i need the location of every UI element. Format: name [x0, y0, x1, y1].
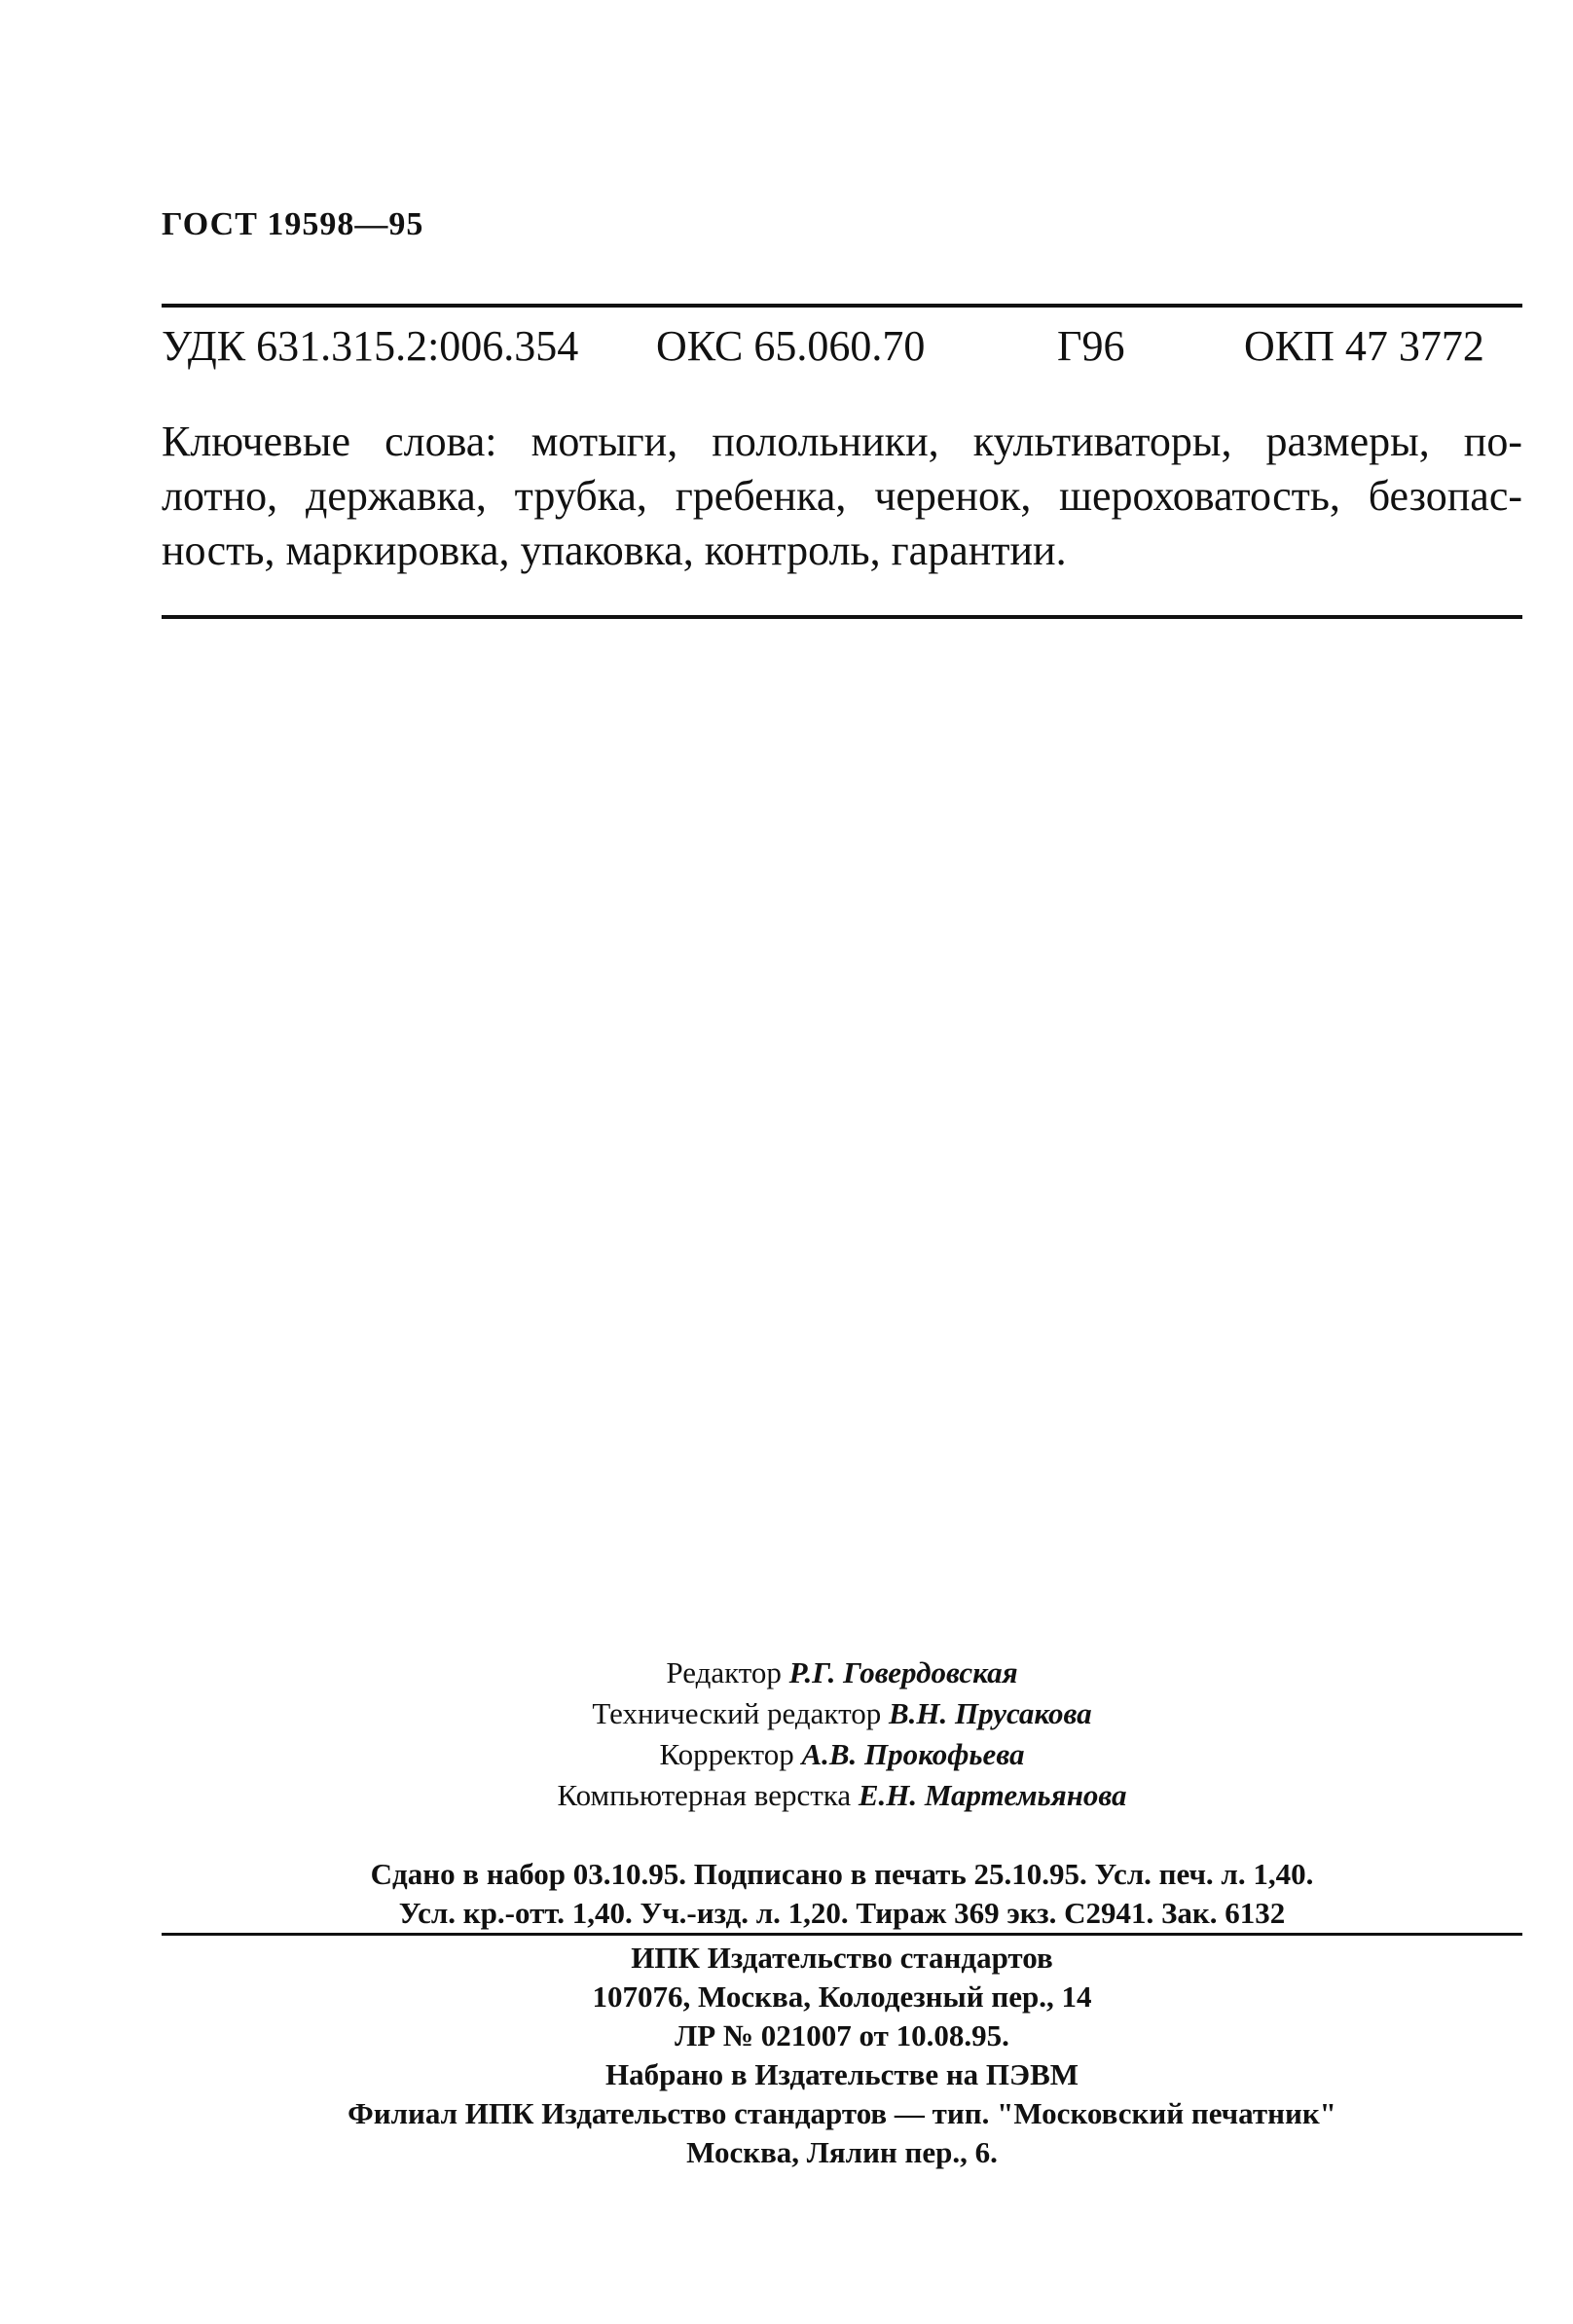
credit-proofreader [292, 1734, 1392, 1775]
print-details-line: Сдано в набор 03.10.95. Подписано в печать 25.10.95. Усл. печ. л. 1,40. [370, 1857, 1314, 1891]
credit-technical-editor [292, 1693, 1392, 1734]
credit-role: Компьютерная верстка [557, 1778, 852, 1812]
document-code: ГОСТ 19598—95 [162, 206, 424, 242]
top-divider [162, 304, 1522, 308]
publisher-line: Москва, Лялин пер., 6. [686, 2135, 998, 2169]
credit-name: В.Н. Прусакова [888, 1696, 1092, 1730]
publisher-details [162, 1939, 1522, 2172]
keywords-line: лотно, державка, трубка, гребенка, черенок, шероховатость, безопас- [162, 472, 1522, 520]
credit-role: Технический редактор [592, 1696, 882, 1730]
okp-code: ОКП 47 3772 [1244, 322, 1484, 370]
print-details-line: Усл. кр.-отт. 1,40. Уч.-изд. л. 1,20. Тираж 369 экз. С2941. Зак. 6132 [398, 1896, 1286, 1930]
publisher-line: Набрано в Издательстве на ПЭВМ [604, 2057, 1079, 2091]
keywords-line: ность, маркировка, упаковка, контроль, гарантии. [162, 527, 1067, 574]
credit-role: Корректор [659, 1737, 794, 1771]
credit-role: Редактор [666, 1655, 782, 1689]
staff-credits [292, 1652, 1392, 1816]
print-details [162, 1855, 1522, 1933]
publisher-line: ЛР № 021007 от 10.08.95. [675, 2018, 1009, 2052]
classification-row [162, 321, 1522, 380]
udk-code: УДК 631.315.2:006.354 [162, 322, 579, 370]
bottom-divider [162, 615, 1522, 619]
keywords-line: Ключевые слова: мотыги, полольники, культиваторы, размеры, по- [162, 418, 1522, 465]
credit-name: А.В. Прокофьева [801, 1737, 1025, 1771]
publisher-line: Филиал ИПК Издательство стандартов — тип. "Московский печатник" [348, 2096, 1336, 2130]
credit-name: Е.Н. Мартемьянова [858, 1778, 1127, 1812]
oks-code: ОКС 65.060.70 [656, 322, 926, 370]
imprint-divider [162, 1933, 1522, 1936]
credit-name: Р.Г. Говердовская [788, 1655, 1018, 1689]
credit-editor [292, 1652, 1392, 1693]
credit-layout [292, 1775, 1392, 1816]
publisher-line: 107076, Москва, Колодезный пер., 14 [592, 1979, 1092, 2014]
publisher-line: ИПК Издательство стандартов [631, 1941, 1053, 1975]
group-code: Г96 [1057, 322, 1125, 370]
keywords-paragraph [162, 415, 1522, 578]
